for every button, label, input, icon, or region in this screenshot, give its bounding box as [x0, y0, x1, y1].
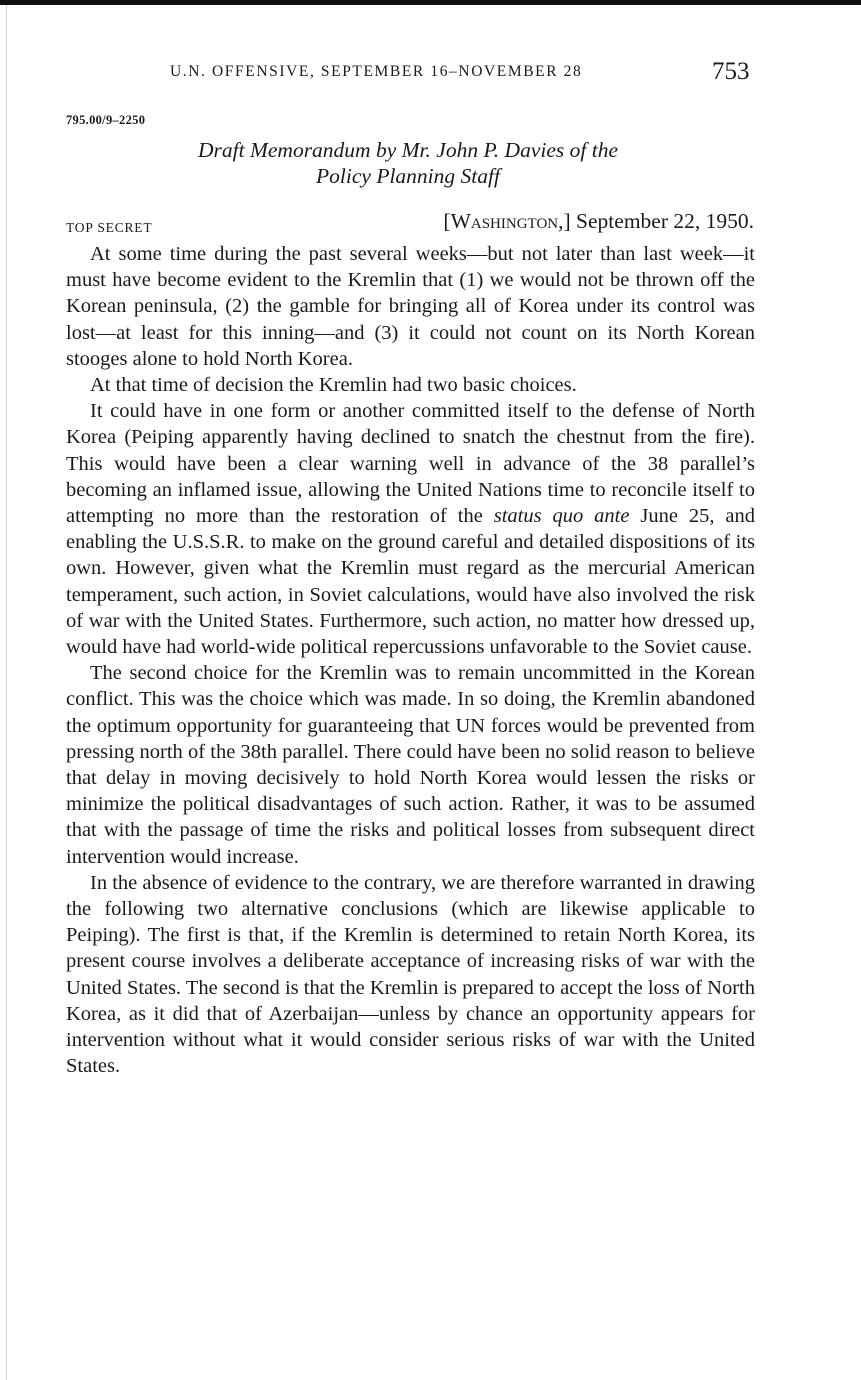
- paragraph-3-part-2: June 25, and enabling the U.S.S.R. to make on the ground careful and detailed dispositions of its own. However, given what the Kremlin must regard as the mercurial American temperament, such action, in Soviet calculations, would have also involved the risk of war with the United States. Furthermore, such action, no matter how dressed up, would have had world-wide political repercussions unfavorable to the Soviet cause.: [66, 505, 755, 659]
- page-left-edge: [6, 5, 7, 1380]
- place-bracket-close: ,]: [558, 209, 571, 233]
- document-file-number: 795.00/9–2250: [66, 113, 146, 127]
- paragraph-3-italic-phrase: status quo ante: [493, 505, 630, 528]
- memorandum-body: [66, 241, 755, 1080]
- place-bracket-open: [: [443, 209, 451, 233]
- paragraph-3-part-1: It could have in one form or another committed itself to the defense of North Korea (Peiping apparently having declined to snatch the chestnut from the fire). This would have been a clear warning well in advance of the 38 parallel’s becoming an inflamed issue, allowing the United Nations time to reconcile itself to attempting no more than the restoration of the: [66, 400, 755, 528]
- place-and-date: [443, 209, 754, 234]
- paragraph-1: At some time during the past several weeks—but not later than last week—it must have become evident to the Kremlin that (1) we would not be thrown off the Korean peninsula, (2) the gamble for bringing all of Korea under its control was lost—at least for this inning—and (3) it could not count on its North Korean stooges alone to hold North Korea.: [66, 243, 755, 370]
- page-top-border: [0, 0, 861, 5]
- paragraph-5: In the absence of evidence to the contrary, we are therefore warranted in drawing the following two alternative conclusions (which are likewise applicable to Peiping). The first is that, if the Kremlin is determined to retain North Korea, its present course involves a deliberate acceptance of increasing risks of war with the United States. The second is that the Kremlin is prepared to accept the loss of North Korea, as it did that of Azerbaijan—unless by chance an opportunity appears for intervention without what it would consider serious risks of war with the United States.: [66, 871, 755, 1078]
- running-head: U.N. OFFENSIVE, SEPTEMBER 16–NOVEMBER 28: [170, 63, 583, 80]
- document-title: [100, 137, 716, 189]
- document-title-line-1: Draft Memorandum by Mr. John P. Davies of the: [198, 138, 618, 162]
- paragraph-4: The second choice for the Kremlin was to remain uncommitted in the Korean conflict. This was the choice which was made. In so doing, the Kremlin abandoned the optimum opportunity for guaranteeing that UN forces would be prevented from pressing north of the 38th parallel. There could have been no solid reason to believe that delay in moving decisively to hold North Korea would lessen the risks or minimize the political disadvantages of such action. Rather, it was to be assumed that with the passage of time the risks and political losses from subsequent direct intervention would increase.: [66, 662, 755, 868]
- paragraph-2: At that time of decision the Kremlin had two basic choices.: [90, 374, 577, 397]
- page-number: 753: [712, 58, 750, 85]
- paragraph-3: [66, 398, 755, 660]
- classification-label: TOP SECRET: [66, 220, 153, 235]
- place-name: Washington: [450, 209, 559, 233]
- document-title-line-2: Policy Planning Staff: [316, 164, 500, 188]
- document-date: September 22, 1950.: [570, 209, 754, 233]
